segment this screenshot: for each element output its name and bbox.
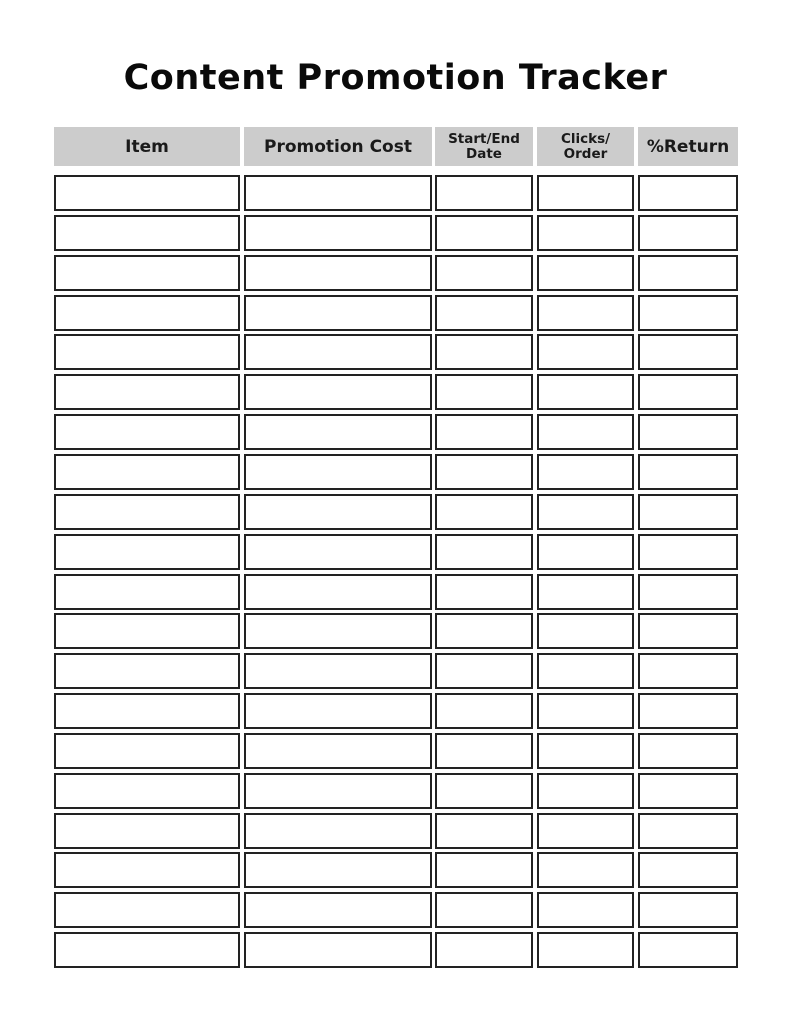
item-cell[interactable] xyxy=(54,255,240,291)
clicks-order-cell[interactable] xyxy=(537,813,634,849)
return-cell[interactable] xyxy=(638,215,738,251)
clicks-order-cell[interactable] xyxy=(537,693,634,729)
clicks-order-cell[interactable] xyxy=(537,892,634,928)
return-cell[interactable] xyxy=(638,334,738,370)
promotion-cost-cell[interactable] xyxy=(244,414,432,450)
clicks-order-cell[interactable] xyxy=(537,773,634,809)
return-cell[interactable] xyxy=(638,255,738,291)
return-cell[interactable] xyxy=(638,494,738,530)
promotion-cost-cell[interactable] xyxy=(244,374,432,410)
return-cell[interactable] xyxy=(638,892,738,928)
column-header-start-end-date xyxy=(435,127,533,166)
promotion-cost-cell[interactable] xyxy=(244,454,432,490)
column-header-clicks-order-line2: Order xyxy=(563,145,608,162)
return-cell[interactable] xyxy=(638,813,738,849)
return-cell[interactable] xyxy=(638,693,738,729)
column-header-item-label: Item xyxy=(125,136,169,157)
item-cell[interactable] xyxy=(54,852,240,888)
clicks-order-cell[interactable] xyxy=(537,574,634,610)
clicks-order-cell[interactable] xyxy=(537,613,634,649)
clicks-order-cell[interactable] xyxy=(537,334,634,370)
return-cell[interactable] xyxy=(638,773,738,809)
item-cell[interactable] xyxy=(54,414,240,450)
return-cell[interactable] xyxy=(638,653,738,689)
clicks-order-cell[interactable] xyxy=(537,494,634,530)
return-cell[interactable] xyxy=(638,574,738,610)
clicks-order-cell[interactable] xyxy=(537,215,634,251)
clicks-order-cell[interactable] xyxy=(537,374,634,410)
clicks-order-cell[interactable] xyxy=(537,852,634,888)
item-cell[interactable] xyxy=(54,175,240,211)
promotion-cost-cell[interactable] xyxy=(244,653,432,689)
promotion-cost-cell[interactable] xyxy=(244,932,432,968)
promotion-cost-cell[interactable] xyxy=(244,295,432,331)
start-end-date-cell[interactable] xyxy=(435,653,533,689)
return-cell[interactable] xyxy=(638,733,738,769)
promotion-cost-cell[interactable] xyxy=(244,574,432,610)
clicks-order-cell[interactable] xyxy=(537,653,634,689)
start-end-date-cell[interactable] xyxy=(435,733,533,769)
column-header-promotion-cost-label: Promotion Cost xyxy=(264,136,412,157)
promotion-cost-cell[interactable] xyxy=(244,494,432,530)
column-header-start-end-date-line2: Date xyxy=(466,145,502,162)
column-header-promotion-cost xyxy=(244,127,432,166)
start-end-date-cell[interactable] xyxy=(435,613,533,649)
start-end-date-cell[interactable] xyxy=(435,852,533,888)
promotion-cost-cell[interactable] xyxy=(244,215,432,251)
item-cell[interactable] xyxy=(54,892,240,928)
promotion-cost-cell[interactable] xyxy=(244,733,432,769)
clicks-order-cell[interactable] xyxy=(537,534,634,570)
clicks-order-cell[interactable] xyxy=(537,932,634,968)
item-cell[interactable] xyxy=(54,733,240,769)
return-cell[interactable] xyxy=(638,852,738,888)
start-end-date-cell[interactable] xyxy=(435,494,533,530)
column-header-clicks-order-line1: Clicks/ xyxy=(560,130,611,147)
return-cell[interactable] xyxy=(638,932,738,968)
start-end-date-cell[interactable] xyxy=(435,295,533,331)
item-cell[interactable] xyxy=(54,773,240,809)
start-end-date-cell[interactable] xyxy=(435,932,533,968)
column-header-start-end-date-line1: Start/End xyxy=(448,130,520,147)
item-cell[interactable] xyxy=(54,215,240,251)
item-cell[interactable] xyxy=(54,813,240,849)
return-cell[interactable] xyxy=(638,534,738,570)
item-cell[interactable] xyxy=(54,295,240,331)
promotion-cost-cell[interactable] xyxy=(244,852,432,888)
return-cell[interactable] xyxy=(638,374,738,410)
item-cell[interactable] xyxy=(54,534,240,570)
return-cell[interactable] xyxy=(638,613,738,649)
item-cell[interactable] xyxy=(54,932,240,968)
return-cell[interactable] xyxy=(638,295,738,331)
promotion-cost-cell[interactable] xyxy=(244,693,432,729)
promotion-cost-cell[interactable] xyxy=(244,255,432,291)
promotion-cost-cell[interactable] xyxy=(244,534,432,570)
start-end-date-cell[interactable] xyxy=(435,454,533,490)
clicks-order-cell[interactable] xyxy=(537,255,634,291)
item-cell[interactable] xyxy=(54,693,240,729)
clicks-order-cell[interactable] xyxy=(537,733,634,769)
start-end-date-cell[interactable] xyxy=(435,574,533,610)
return-cell[interactable] xyxy=(638,175,738,211)
start-end-date-cell[interactable] xyxy=(435,334,533,370)
column-header-return xyxy=(638,127,738,166)
item-cell[interactable] xyxy=(54,334,240,370)
promotion-cost-cell[interactable] xyxy=(244,175,432,211)
return-cell[interactable] xyxy=(638,414,738,450)
item-cell[interactable] xyxy=(54,613,240,649)
start-end-date-cell[interactable] xyxy=(435,892,533,928)
promotion-cost-cell[interactable] xyxy=(244,773,432,809)
item-cell[interactable] xyxy=(54,494,240,530)
clicks-order-cell[interactable] xyxy=(537,295,634,331)
start-end-date-cell[interactable] xyxy=(435,773,533,809)
promotion-cost-cell[interactable] xyxy=(244,813,432,849)
clicks-order-cell[interactable] xyxy=(537,175,634,211)
promotion-cost-cell[interactable] xyxy=(244,334,432,370)
start-end-date-cell[interactable] xyxy=(435,175,533,211)
page-title: Content Promotion Tracker xyxy=(123,58,668,98)
column-header-return-label: %Return xyxy=(646,136,730,157)
clicks-order-cell[interactable] xyxy=(537,454,634,490)
start-end-date-cell[interactable] xyxy=(435,215,533,251)
start-end-date-cell[interactable] xyxy=(435,414,533,450)
item-cell[interactable] xyxy=(54,374,240,410)
column-header-clicks-order xyxy=(537,127,634,166)
start-end-date-cell[interactable] xyxy=(435,534,533,570)
return-cell[interactable] xyxy=(638,454,738,490)
item-cell[interactable] xyxy=(54,574,240,610)
start-end-date-cell[interactable] xyxy=(435,813,533,849)
item-cell[interactable] xyxy=(54,454,240,490)
column-header-item xyxy=(54,127,240,166)
promotion-cost-cell[interactable] xyxy=(244,613,432,649)
item-cell[interactable] xyxy=(54,653,240,689)
start-end-date-cell[interactable] xyxy=(435,374,533,410)
start-end-date-cell[interactable] xyxy=(435,255,533,291)
promotion-cost-cell[interactable] xyxy=(244,892,432,928)
start-end-date-cell[interactable] xyxy=(435,693,533,729)
clicks-order-cell[interactable] xyxy=(537,414,634,450)
